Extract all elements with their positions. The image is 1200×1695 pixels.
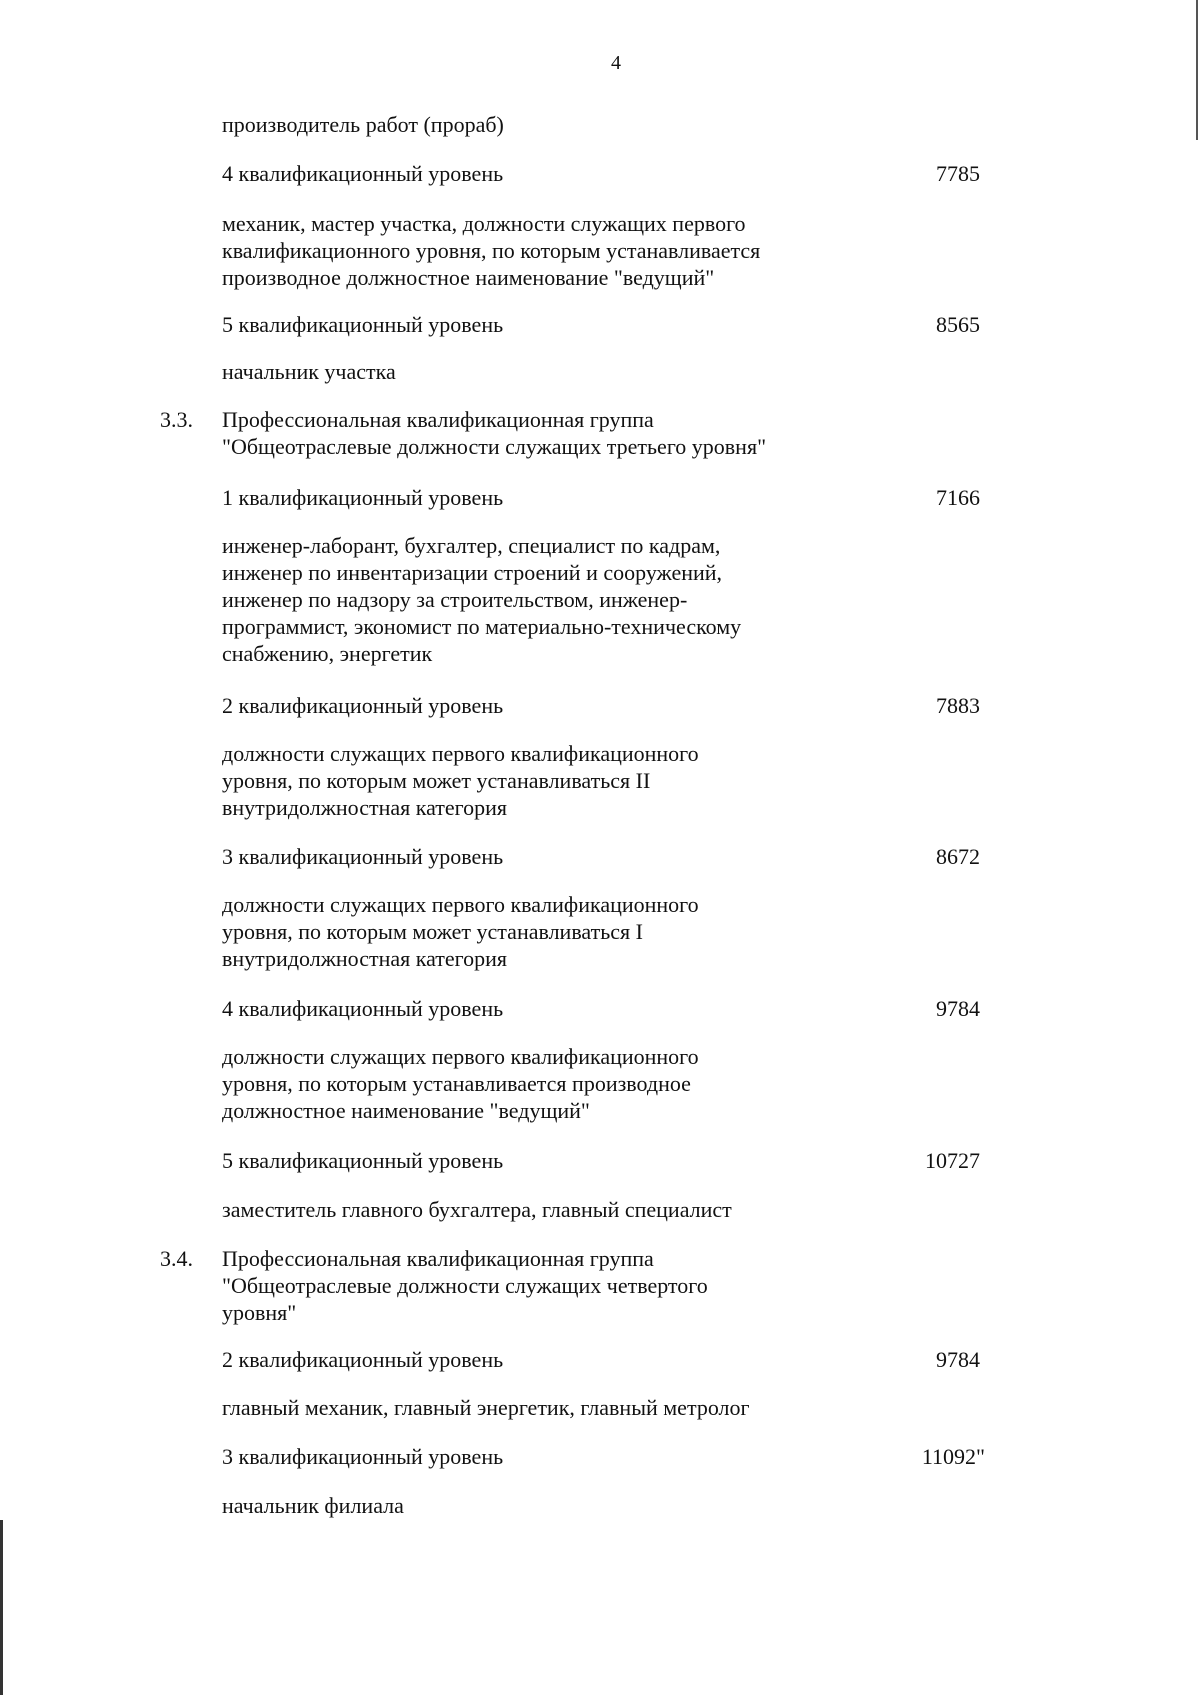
section-number: 3.3. — [160, 407, 193, 432]
position-description: производитель работ (прораб) — [222, 112, 504, 137]
scan-edge-left — [0, 1520, 3, 1695]
salary-value: 10727 — [925, 1148, 980, 1173]
qualification-level-label: 2 квалификационный уровень — [222, 1347, 504, 1372]
salary-value: 7166 — [936, 485, 980, 510]
salary-value: 7883 — [936, 693, 980, 718]
position-description: снабжению, энергетик — [222, 641, 433, 666]
qualification-level-label: 3 квалификационный уровень — [222, 844, 504, 869]
salary-value: 8672 — [936, 844, 980, 869]
section-title: Профессиональная квалификационная группа — [222, 1246, 654, 1271]
salary-value: 7785 — [936, 161, 980, 186]
section-title: уровня" — [222, 1300, 297, 1325]
page-number: 4 — [611, 52, 621, 74]
position-description: уровня, по которым может устанавливаться II — [222, 768, 651, 793]
qualification-level-label: 5 квалификационный уровень — [222, 1148, 504, 1173]
qualification-level-label: 1 квалификационный уровень — [222, 485, 504, 510]
position-description: инженер по надзору за строительством, инженер- — [222, 587, 688, 612]
qualification-level-label: 5 квалификационный уровень — [222, 312, 504, 337]
section-title: "Общеотраслевые должности служащих четвертого — [222, 1273, 708, 1298]
salary-value: 9784 — [936, 1347, 980, 1372]
salary-value: 8565 — [936, 312, 980, 337]
position-description: должности служащих первого квалификационного — [222, 1044, 699, 1069]
position-description: должностное наименование "ведущий" — [222, 1098, 590, 1123]
section-title: "Общеотраслевые должности служащих третьего уровня" — [222, 434, 767, 459]
position-description: внутридолжностная категория — [222, 946, 508, 971]
position-description: начальник филиала — [222, 1493, 404, 1518]
position-description: производное должностное наименование "ведущий" — [222, 265, 715, 290]
position-description: главный механик, главный энергетик, главный метролог — [222, 1395, 750, 1420]
position-description: должности служащих первого квалификационного — [222, 892, 699, 917]
position-description: уровня, по которым может устанавливаться I — [222, 919, 643, 944]
section-number: 3.4. — [160, 1246, 193, 1271]
salary-value: 9784 — [936, 996, 980, 1021]
position-description: внутридолжностная категория — [222, 795, 508, 820]
position-description: механик, мастер участка, должности служащих первого — [222, 211, 746, 236]
position-description: квалификационного уровня, по которым устанавливается — [222, 238, 761, 263]
position-description: программист, экономист по материально-техническому — [222, 614, 742, 639]
qualification-level-label: 4 квалификационный уровень — [222, 161, 504, 186]
qualification-level-label: 4 квалификационный уровень — [222, 996, 504, 1021]
salary-value: 11092" — [921, 1444, 985, 1469]
position-description: уровня, по которым устанавливается производное — [222, 1071, 691, 1096]
section-title: Профессиональная квалификационная группа — [222, 407, 654, 432]
qualification-level-label: 2 квалификационный уровень — [222, 693, 504, 718]
position-description: начальник участка — [222, 359, 396, 384]
position-description: инженер по инвентаризации строений и сооружений, — [222, 560, 723, 585]
position-description: должности служащих первого квалификационного — [222, 741, 699, 766]
qualification-level-label: 3 квалификационный уровень — [222, 1444, 504, 1469]
position-description: заместитель главного бухгалтера, главный специалист — [222, 1197, 732, 1222]
position-description: инженер-лаборант, бухгалтер, специалист по кадрам, — [222, 533, 721, 558]
